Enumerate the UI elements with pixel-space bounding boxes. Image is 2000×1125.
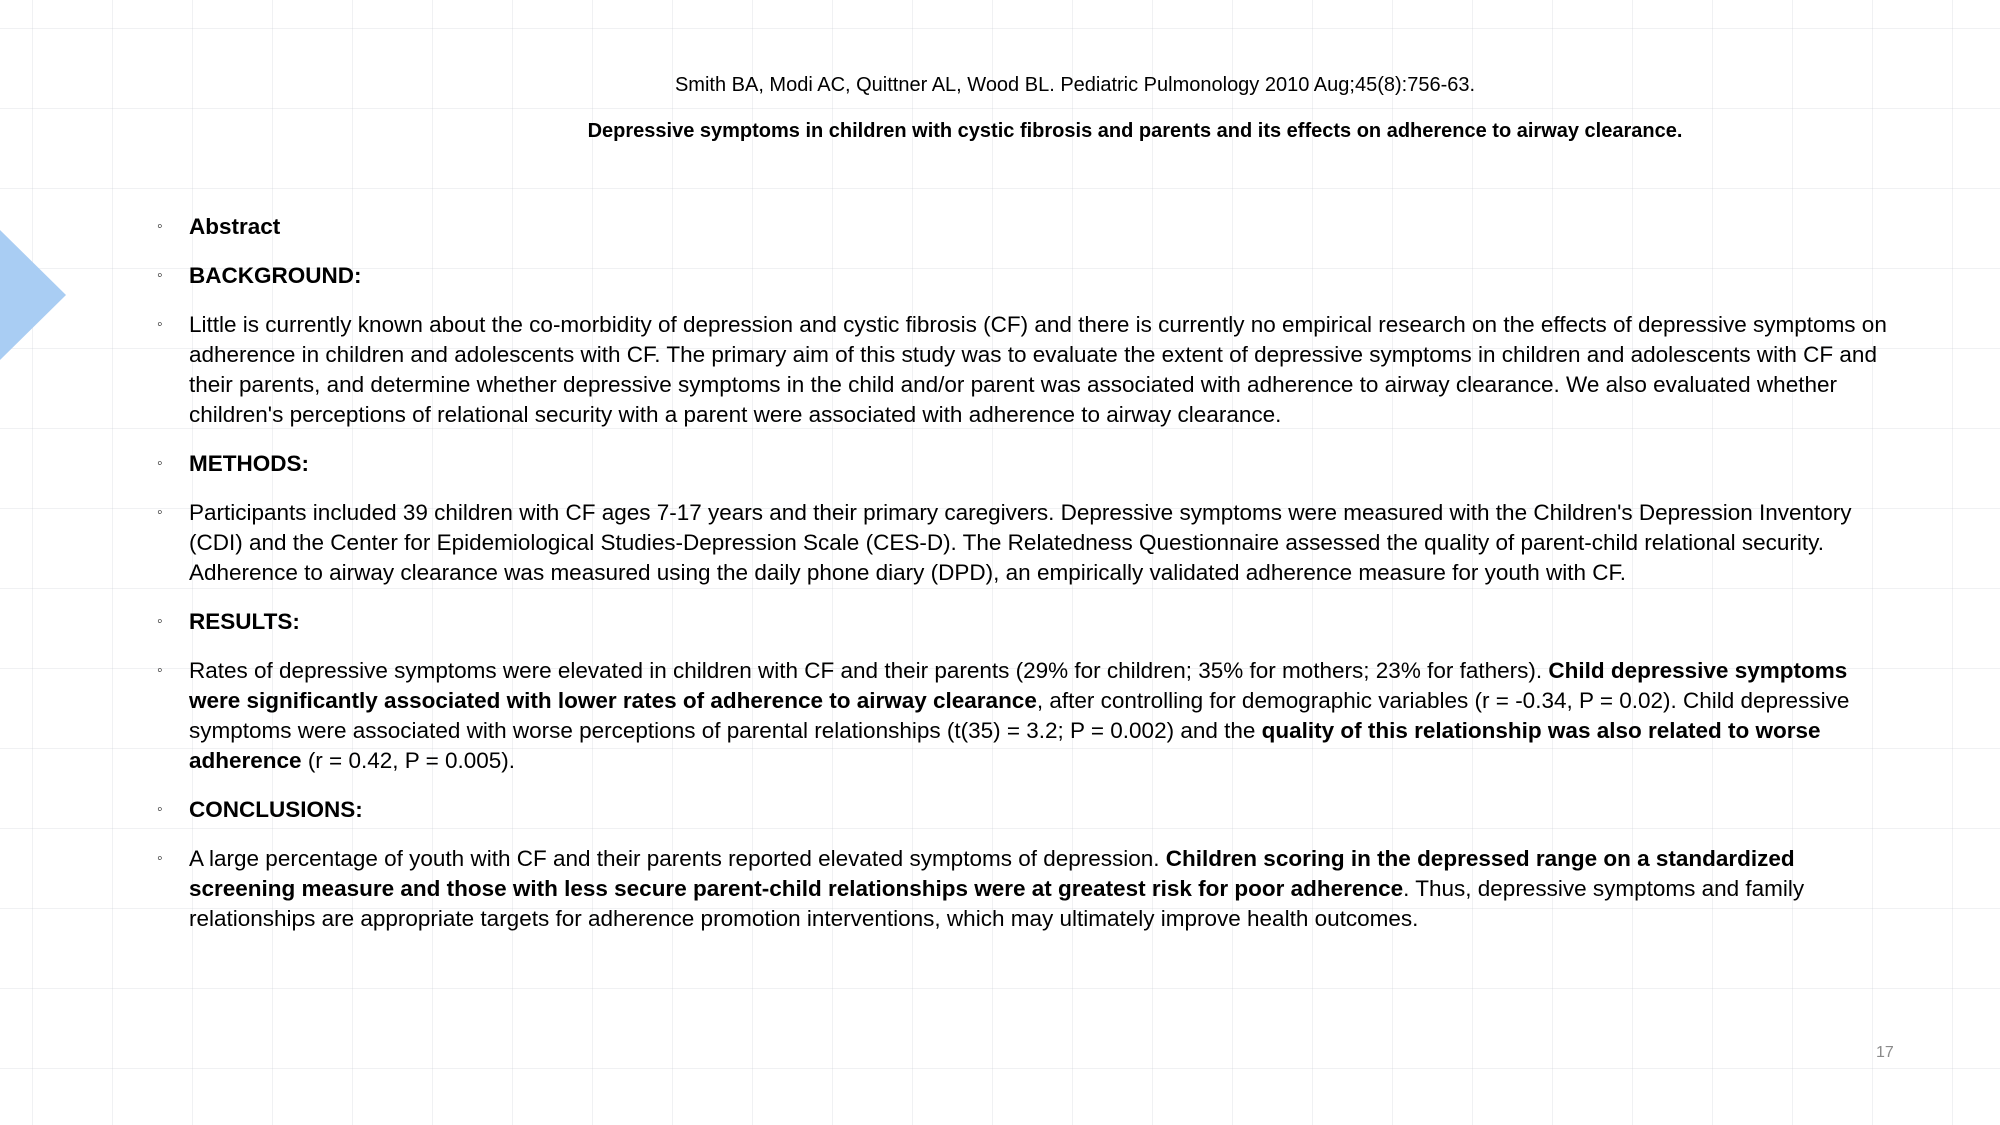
list-item-conclusions-text xyxy=(157,844,1892,934)
list-item-results-text xyxy=(157,656,1892,776)
list-item-results-heading xyxy=(157,607,1892,637)
list-item-conclusions-heading xyxy=(157,795,1892,825)
results-emphasis: quality of this relationship was also related to worse adherence xyxy=(189,718,1821,773)
conclusions-text-part: . Thus, depressive symptoms and family relationships are appropriate targets for adherence promotion interventions, which may ultimately improve health outcomes. xyxy=(189,876,1805,931)
results-text-part: , after controlling for demographic variables (r = -0.34, P = 0.02). Child depressive symptoms were associated with worse perceptions of parental relationships (t(35) = 3.2; P = 0.002) and the xyxy=(189,688,1850,743)
bullet-icon: ◦ xyxy=(157,801,163,818)
list-item-methods-text xyxy=(157,498,1892,588)
bullet-icon: ◦ xyxy=(157,613,163,630)
bullet-icon: ◦ xyxy=(157,218,163,235)
bullet-icon: ◦ xyxy=(157,662,163,679)
abstract-list xyxy=(157,212,1892,953)
background-heading: BACKGROUND: xyxy=(189,263,362,288)
methods-text: Participants included 39 children with CF ages 7-17 years and their primary caregivers. Depressive symptoms were measured with the Children's Depression Inventory (CDI) and the Center for Epidemiological Studies-Depression Scale (CES-D). The Relatedness Questionnaire assessed the quality of parent-child relational security. Adherence to airway clearance was measured using the daily phone diary (DPD), an empirically validated adherence measure for youth with CF. xyxy=(189,500,1852,585)
list-item-background-heading xyxy=(157,261,1892,291)
results-text xyxy=(189,658,1849,773)
results-text-part: (r = 0.42, P = 0.005). xyxy=(301,748,516,773)
results-heading: RESULTS: xyxy=(189,609,300,634)
results-emphasis: Child depressive symptoms were significantly associated with lower rates of adherence to airway clearance xyxy=(189,658,1848,713)
results-text-part: Rates of depressive symptoms were elevated in children with CF and their parents (29% for children; 35% for mothers; 23% for fathers). xyxy=(189,658,1549,683)
bullet-icon: ◦ xyxy=(157,504,163,521)
bullet-icon: ◦ xyxy=(157,267,163,284)
conclusions-heading: CONCLUSIONS: xyxy=(189,797,363,822)
conclusions-text-part: A large percentage of youth with CF and their parents reported elevated symptoms of depression. xyxy=(189,846,1166,871)
background-text: Little is currently known about the co-morbidity of depression and cystic fibrosis (CF) and there is currently no empirical research on the effects of depressive symptoms on adherence in children and adolescents with CF. The primary aim of this study was to evaluate the extent of depressive symptoms in children and adolescents with CF and their parents, and determine whether depressive symptoms in the child and/or parent was associated with adherence to airway clearance. We also evaluated whether children's perceptions of relational security with a parent were associated with adherence to airway clearance. xyxy=(189,312,1887,427)
conclusions-text xyxy=(189,846,1804,931)
citation: Smith BA, Modi AC, Quittner AL, Wood BL. Pediatric Pulmonology 2010 Aug;45(8):756-63. xyxy=(674,74,1476,96)
abstract-heading: Abstract xyxy=(189,214,281,239)
bullet-icon: ◦ xyxy=(157,455,163,472)
page-number: 17 xyxy=(1876,1044,1894,1061)
decorative-triangle xyxy=(0,230,68,360)
bullet-icon: ◦ xyxy=(157,850,163,867)
methods-heading: METHODS: xyxy=(189,451,309,476)
list-item-methods-heading xyxy=(157,449,1892,479)
list-item-abstract-heading xyxy=(157,212,1892,242)
paper-title: Depressive symptoms in children with cystic fibrosis and parents and its effects on adherence to airway clearance. xyxy=(587,120,1683,142)
list-item-background-text xyxy=(157,310,1892,430)
conclusions-emphasis: Children scoring in the depressed range on a standardized screening measure and those with less secure parent-child relationships were at greatest risk for poor adherence xyxy=(189,846,1795,901)
bullet-icon: ◦ xyxy=(157,316,163,333)
